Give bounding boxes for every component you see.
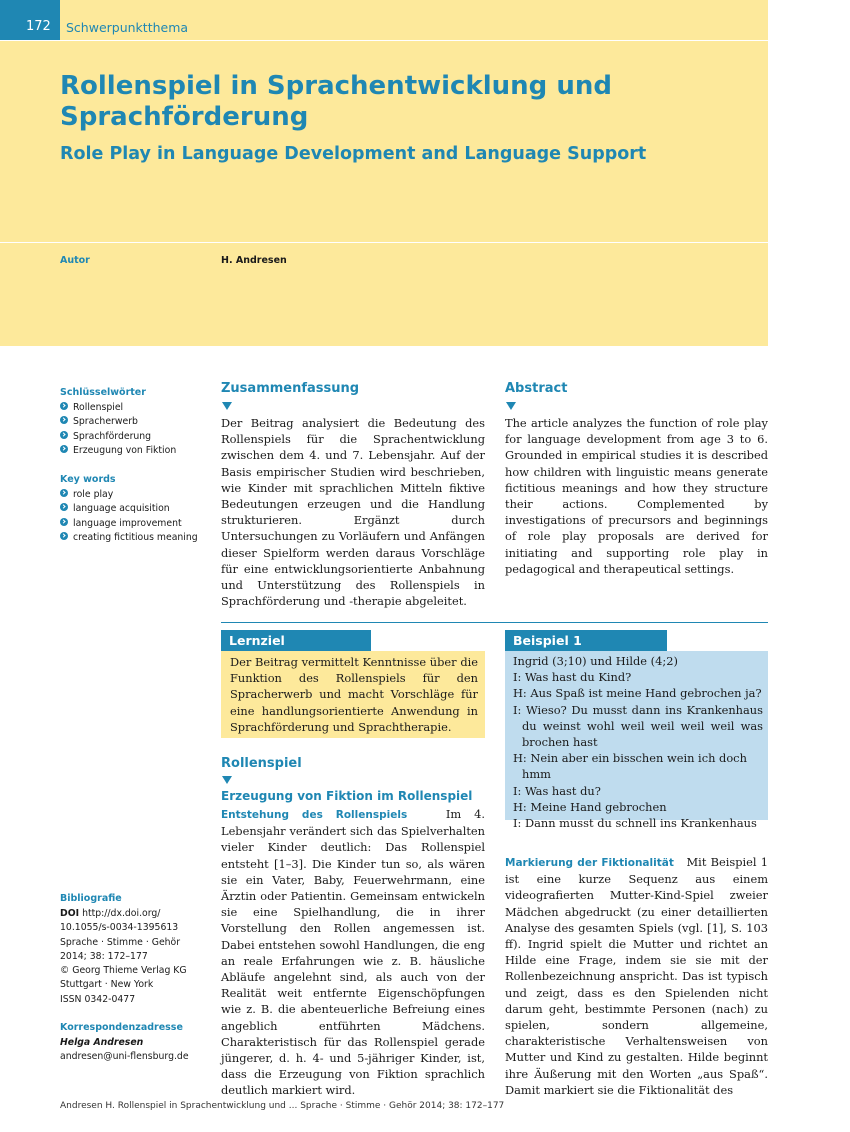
example-box [505,630,768,831]
keyword-item: Sprachförderung [60,430,176,444]
publisher-location: Stuttgart · New York [60,979,154,991]
header-divider [0,242,768,243]
body-paragraph-2: Markierung der Fiktionalität Mit Beispiel 1 ist eine kurze Sequenz aus einem videografierten Mutter-Kind-Spiel zweier Mädchen abgedruckt (zu einer detaillierten Analyse des gesamten Spiels (vgl. [1], S. 103 ff). Ingrid spielt die Mutter und richtet an Hilde eine Frage, indem sie sie mit der Rollenbezeichnung anspricht. Das ist typisch und zeigt, dass es den Spielenden nicht darum geht, bestimmte Personen (nach) zu spielen, sondern allgemeine, charakteristische Verhaltensweisen von Mutter und Kind zu gestalten. Hilde beginnt ihre Äußerung mit den Worten „aus Spaß“. Damit markiert sie die Fiktionalität des [505,855,768,1097]
page-number: 172 [26,19,51,34]
keyword-item: Spracherwerb [60,415,176,429]
author-label: Autor [60,255,90,266]
keyword-item: role play [60,488,198,502]
journal-name: Sprache · Stimme · Gehör [60,936,181,948]
lernziel-box [221,630,485,738]
bibliography-block [60,907,210,1007]
keywords-de-list [60,401,176,458]
section-rule [221,622,768,623]
keyword-item: language improvement [60,517,198,531]
keywords-de-heading: Schlüsselwörter [60,387,146,398]
lernziel-label: Lernziel [221,630,371,651]
arrow-bullet-icon [60,445,68,453]
header-band [0,0,768,346]
dialogue-line: I: Wieso? Du musst dann ins Krankenhaus du weinst wohl weil weil weil weil was brochen hast [513,702,763,750]
runin-heading: Markierung der Fiktionalität [505,857,674,869]
author-name: H. Andresen [221,255,287,266]
dialogue-line: I: Dann musst du schnell ins Krankenhaus [513,816,757,831]
triangle-down-icon [222,776,232,784]
article-title: Rollenspiel in Sprachentwicklung und Sprachförderung [60,71,612,132]
keywords-en-list [60,488,198,545]
doi-label: DOI [60,908,80,919]
page-number-box [0,0,60,40]
arrow-bullet-icon [60,518,68,526]
bibliography-heading: Bibliografie [60,893,122,904]
example-label: Beispiel 1 [505,630,667,651]
triangle-down-icon [506,402,516,410]
correspondence-heading: Korrespondenzadresse [60,1022,183,1033]
arrow-bullet-icon [60,431,68,439]
dialogue-line: I: Was hast du Kind? [513,670,632,685]
correspondence-name: Helga Andresen [60,1037,144,1048]
runin-heading: Entstehung des Rollenspiels [221,809,408,821]
lernziel-body [221,651,485,738]
correspondence-block [60,1036,210,1065]
example-body [505,651,768,831]
page-footer: Andresen H. Rollenspiel in Sprachentwicklung und ... Sprache · Stimme · Gehör 2014; 38: 172–177 [60,1101,505,1111]
subsection-heading: Erzeugung von Fiktion im Rollenspiel [221,789,473,803]
doi-value: 10.1055/s-0034-1395613 [60,922,179,934]
section-heading: Rollenspiel [221,756,302,771]
dialogue-line: H: Nein aber ein bisschen wein ich doch hmm [513,751,747,782]
issn: ISSN 0342-0477 [60,993,136,1005]
lernziel-text: Der Beitrag vermittelt Kenntnisse über die Funktion des Rollenspiels für den Spracherwerb und macht Vorschläge für eine handlungsorientierte Anwendung in Sprachförderung und Sprachtherapie. [230,655,478,734]
dialogue-line: I: Was hast du? [513,783,601,798]
dialogue-line: H: Meine Hand gebrochen [513,799,667,814]
triangle-down-icon [222,402,232,410]
dialogue-lines [513,653,763,831]
section-label: Schwerpunktthema [66,20,189,35]
keyword-item: Rollenspiel [60,401,176,415]
keyword-item: Erzeugung von Fiktion [60,444,176,458]
dialogue-line: Ingrid (3;10) und Hilde (4;2) [513,654,678,668]
arrow-bullet-icon [60,416,68,424]
arrow-bullet-icon [60,503,68,511]
keyword-item: creating fictitious meaning [60,531,198,545]
journal-issue: 2014; 38: 172–177 [60,950,148,962]
keyword-item: language acquisition [60,502,198,516]
arrow-bullet-icon [60,532,68,540]
publisher: © Georg Thieme Verlag KG [60,965,187,977]
summary-heading: Zusammenfassung [221,381,360,396]
abstract-heading: Abstract [505,381,568,396]
dialogue-line: H: Aus Spaß ist meine Hand gebrochen ja? [513,686,762,701]
arrow-bullet-icon [60,489,68,497]
arrow-bullet-icon [60,402,68,410]
doi-link[interactable]: http://dx.doi.org/ [82,908,161,919]
article-subtitle: Role Play in Language Development and Language Support [60,144,647,164]
summary-text: Der Beitrag analysiert die Bedeutung des Rollenspiels für die Sprachentwicklung zwischen dem 4. und 7. Lebensjahr. Auf der Basis empirischer Studien wird beschrieben, wie Kinder mit sprachlichen Mitteln fiktive Bedeutungen erzeugen und die Handlung strukturieren. Ergänzt durch Untersuchungen zu Vorläufern und Anfängen dieser Spielform werden daraus Vorschläge für eine entwicklungsorientierte Anbahnung und Unterstützung des Rollenspiels in Sprachförderung und -therapie abgeleitet. [221,416,485,609]
body-paragraph-1: Entstehung des Rollenspiels Im 4. Lebensjahr verändert sich das Spielverhalten vieler Kinder deutlich: Das Rollenspiel entsteht [1–3]. Die Kinder tun so, als wären sie ein Vater, Baby, Feuerwehrmann, eine Ärztin oder Patientin. Gemeinsam entwickeln sie eine Spielhandlung, die in ihrer Vorstellung den Rollen angemessen ist. Dabei entstehen sowohl Handlungen, die eng an reale Erfahrungen wie z. B. häusliche Abläufe angelehnt sind, als auch von der Realität weit entfernte Eigenschöpfungen wie z. B. die abenteuerliche Befreiung eines angeblich entführten Mädchens. Charakteristisch für das Rollenspiel gerade jüngerer, d. h. 4- und 5-jähriger Kinder, ist, dass die Erzeugung von Fiktion sprachlich deutlich markiert wird. [221,807,485,1098]
correspondence-email[interactable]: andresen@uni-flensburg.de [60,1051,189,1063]
abstract-text: The article analyzes the function of role play for language development from age 3 to 6. Grounded in empirical studies it is described how children with linguistic means generate fictitious meanings and how they structure their actions. Complemented by investigations of precursors and beginnings of role play proposals are derived for initiating and supporting role play in pedagogical and therapeutical settings. [505,416,768,576]
keywords-en-heading: Key words [60,474,116,485]
